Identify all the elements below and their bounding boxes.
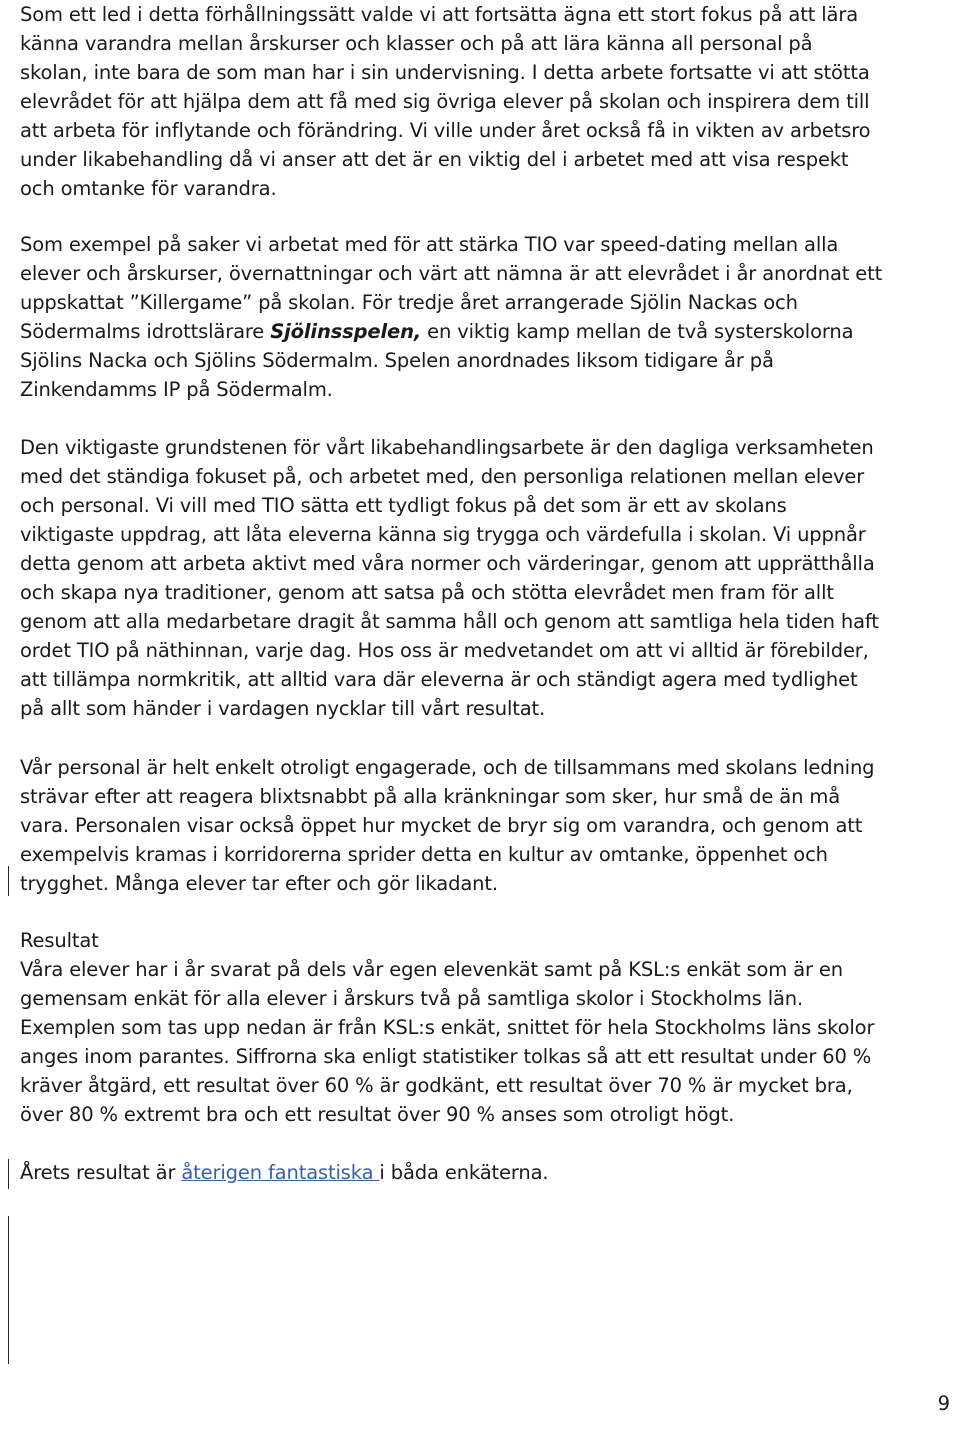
text-line: Den viktigaste grundstenen för vårt likabehandlingsarbete är den dagliga verksamheten bbox=[20, 436, 874, 459]
text-line: skolan, inte bara de som man har i sin undervisning. I detta arbete fortsatte vi att stötta bbox=[20, 61, 870, 84]
text-line: under likabehandling då vi anser att det är en viktig del i arbetet med att visa respekt bbox=[20, 148, 849, 171]
text-fragment: en viktig kamp mellan de två systerskolorna bbox=[421, 320, 854, 343]
text-line: över 80 % extremt bra och ett resultat över 90 % anses som otroligt högt. bbox=[20, 1103, 735, 1126]
text-line: känna varandra mellan årskurser och klasser och på att lära känna all personal på bbox=[20, 32, 813, 55]
text-fragment: Södermalms idrottslärare bbox=[20, 320, 271, 343]
text-line: gemensam enkät för alla elever i årskurs två på samtliga skolor i Stockholms län. bbox=[20, 987, 804, 1010]
text-line: uppskattat ”Killergame” på skolan. För tredje året arrangerade Sjölin Nackas och bbox=[20, 291, 798, 314]
text-line: anges inom parantes. Siffrorna ska enligt statistiker tolkas så att ett resultat under 60 % bbox=[20, 1045, 872, 1068]
section-heading: Resultat bbox=[20, 929, 99, 952]
text-line: kräver åtgärd, ett resultat över 60 % är godkänt, ett resultat över 70 % är mycket bra, bbox=[20, 1074, 853, 1097]
text-line: Sjölins Nacka och Sjölins Södermalm. Spelen anordnades liksom tidigare år på bbox=[20, 349, 774, 372]
text-line: detta genom att arbeta aktivt med våra normer och värderingar, genom att upprätthålla bbox=[20, 552, 875, 575]
text-line: trygghet. Många elever tar efter och gör likadant. bbox=[20, 872, 498, 895]
paragraph-1 bbox=[20, 0, 870, 203]
revision-change-bar bbox=[8, 1216, 9, 1364]
text-line: Exemplen som tas upp nedan är från KSL:s enkät, snittet för hela Stockholms läns skolor bbox=[20, 1016, 875, 1039]
text-line: att tillämpa normkritik, att alltid vara där eleverna är och ständigt agera med tydlighet bbox=[20, 668, 858, 691]
event-name-emphasis: Sjölinsspelen, bbox=[270, 320, 422, 343]
revision-change-bar bbox=[8, 1159, 9, 1189]
text-line bbox=[20, 1158, 548, 1187]
text-line: och skapa nya traditioner, genom att satsa på och stötta elevrådet men fram för allt bbox=[20, 581, 834, 604]
paragraph-3 bbox=[20, 433, 879, 723]
results-section bbox=[20, 926, 874, 1129]
text-line: exempelvis kramas i korridorerna sprider detta en kultur av omtanke, öppenhet och bbox=[20, 843, 828, 866]
text-line: att arbeta för inflytande och förändring. Vi ville under året också få in vikten av arbetsro bbox=[20, 119, 871, 142]
text-line: genom att alla medarbetare dragit åt samma håll och genom att samtliga hela tiden haft bbox=[20, 610, 879, 633]
text-line: Zinkendamms IP på Södermalm. bbox=[20, 378, 333, 401]
text-line: Som ett led i detta förhållningssätt valde vi att fortsätta ägna ett stort fokus på att lära bbox=[20, 3, 859, 26]
revision-change-bar bbox=[8, 866, 9, 896]
text-line: och omtanke för varandra. bbox=[20, 177, 277, 200]
page-number: 9 bbox=[937, 1392, 950, 1415]
text-line: elever och årskurser, övernattningar och värt att nämna är att elevrådet i år anordnat ett bbox=[20, 262, 883, 285]
text-line: på allt som händer i vardagen nycklar till vårt resultat. bbox=[20, 697, 546, 720]
text-line: elevrådet för att hjälpa dem att få med sig övriga elever på skolan och inspirera dem till bbox=[20, 90, 870, 113]
text-line: Vår personal är helt enkelt otroligt engagerade, och de tillsammans med skolans ledning bbox=[20, 756, 875, 779]
summary-link[interactable]: återigen fantastiska bbox=[181, 1161, 380, 1184]
text-line: Som exempel på saker vi arbetat med för att stärka TIO var speed-dating mellan alla bbox=[20, 233, 839, 256]
text-line: och personal. Vi vill med TIO sätta ett tydligt fokus på det som är ett av skolans bbox=[20, 494, 787, 517]
results-summary bbox=[20, 1158, 548, 1187]
text-fragment: i båda enkäterna. bbox=[379, 1161, 549, 1184]
text-line: med det ständiga fokuset på, och arbetet med, den personliga relationen mellan elever bbox=[20, 465, 865, 488]
text-line: Våra elever har i år svarat på dels vår egen elevenkät samt på KSL:s enkät som är en bbox=[20, 958, 843, 981]
paragraph-2 bbox=[20, 230, 882, 404]
text-line: ordet TIO på näthinnan, varje dag. Hos oss är medvetandet om att vi alltid är förebilder, bbox=[20, 639, 869, 662]
text-fragment: Årets resultat är bbox=[20, 1161, 182, 1184]
text-line: strävar efter att reagera blixtsnabbt på alla kränkningar som sker, hur små de än må bbox=[20, 785, 840, 808]
text-line: vara. Personalen visar också öppet hur mycket de bryr sig om varandra, och genom att bbox=[20, 814, 863, 837]
text-line: viktigaste uppdrag, att låta eleverna känna sig trygga och värdefulla i skolan. Vi uppnår bbox=[20, 523, 866, 546]
paragraph-4 bbox=[20, 753, 874, 898]
text-line bbox=[20, 317, 882, 346]
